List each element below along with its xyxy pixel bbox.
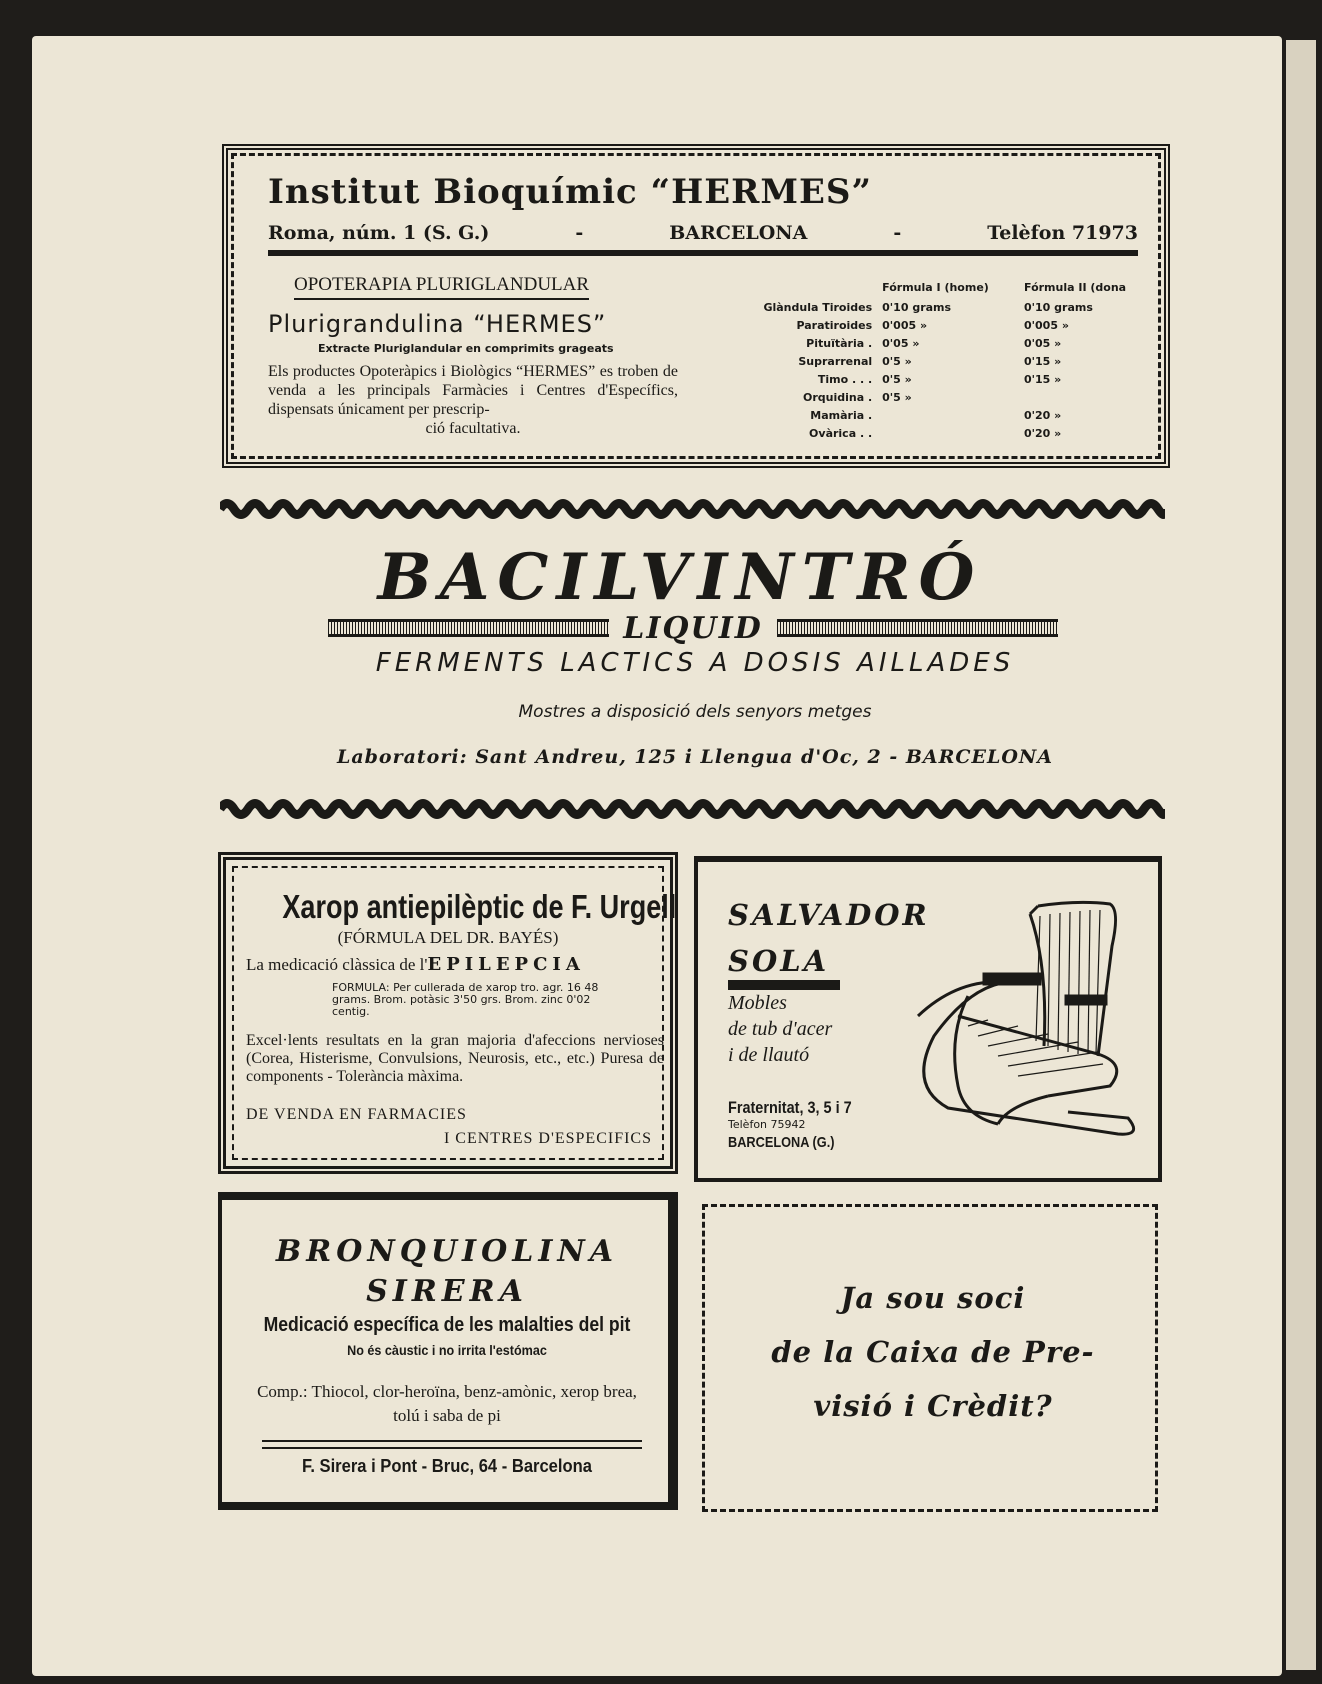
xarop-title: Xarop antiepilèptic de F. Urgell (282, 888, 677, 925)
hermes-city: BARCELONA (669, 222, 808, 244)
sola-address: Fraternitat, 3, 5 i 7 (728, 1098, 852, 1117)
formula-row (728, 388, 1158, 406)
hermes-opoterapia: OPOTERAPIA PLURIGLANDULAR (294, 274, 589, 300)
formula-row-f1: 0'005 » (882, 318, 928, 332)
bronquiolina-title-1: BRONQUIOLINA (275, 1234, 619, 1269)
sola-bar (728, 980, 840, 990)
bronquiolina-no-caustic: No és càustic i no irrita l'estómac (347, 1342, 547, 1358)
hermes-separator: - (575, 222, 584, 244)
caixa-line-1: Ja sou soci (840, 1281, 1026, 1315)
caixa-line-2: de la Caixa de Pre- (771, 1335, 1095, 1369)
bacilvintro-title: BACILVINTRÓ (377, 540, 983, 615)
formula-row-f2: 0'15 » (1024, 372, 1062, 386)
formula-row-name: Suprarrenal (798, 354, 873, 368)
bronquiolina-title (232, 1232, 662, 1312)
formula-row (728, 316, 1158, 334)
hermes-rule (268, 250, 1138, 256)
hermes-description-text: Els productes Opoteràpics i Biològics “HERMES” es troben de venda a les principals Farmàcies i Centres d'Específics, dispensats únicament per prescrip- (268, 363, 678, 418)
hermes-product: Plurigrandulina “HERMES” (268, 310, 607, 338)
formula-row-f2: 0'15 » (1024, 354, 1062, 368)
hermes-phone: Telèfon 71973 (987, 222, 1138, 244)
sola-line-3: i de llautó (728, 1044, 810, 1066)
xarop-centres: I CENTRES D'ESPECIFICS (443, 1130, 652, 1147)
formula-row (728, 298, 1158, 316)
formula-row-f2 (1022, 388, 1158, 406)
caixa-line-3: visió i Crèdit? (813, 1389, 1053, 1423)
caixa-advertisement (702, 1204, 1158, 1512)
bronquiolina-title-2: SIRERA (366, 1274, 528, 1309)
sola-advertisement (694, 856, 1162, 1182)
sola-city: BARCELONA (G.) (728, 1134, 835, 1151)
sola-line-1: Mobles (728, 992, 787, 1014)
hermes-title: Institut Bioquímic “HERMES” (268, 172, 873, 212)
sola-name-first: SALVADOR (728, 898, 930, 932)
bacilvintro-samples: Mostres a disposició dels senyors metges (518, 702, 872, 722)
bronquiolina-composition: Comp.: Thiocol, clor-heroïna, benz-amònic, xerop brea, tolú i saba de pi (257, 1382, 637, 1425)
wave-border-bottom (220, 798, 1165, 820)
formula-row (728, 334, 1158, 352)
formula-row-f2: 0'005 » (1024, 318, 1069, 332)
formula-row-f1: 0'05 » (882, 336, 920, 350)
tubular-chair-illustration (898, 886, 1148, 1156)
bacilvintro-rule-left (328, 619, 609, 637)
xarop-medicacio (246, 954, 585, 975)
formula-row-name: Pituïtària . (806, 336, 873, 350)
formula-row-f1 (880, 406, 1022, 424)
formula-row (728, 352, 1158, 370)
caixa-text (715, 1271, 1151, 1433)
formula-col-2: Fórmula II (dona (1024, 280, 1127, 294)
formula-row (728, 406, 1158, 424)
xarop-description: Excel·lents resultats en la gran majoria d'afeccions nervioses (Corea, Histerisme, Convulsions, Neurosis, etc., etc.) Puresa de components - Tolerància màxima. (246, 1032, 664, 1085)
hermes-description-end: ció facultativa. (425, 420, 521, 437)
bacilvintro-liquid-row (328, 612, 1058, 644)
wave-border-top (220, 498, 1165, 520)
formula-row (728, 370, 1158, 388)
hermes-description (268, 362, 678, 438)
formula-row-name: Mamària . (810, 408, 873, 422)
formula-row (728, 424, 1158, 442)
xarop-advertisement (218, 852, 678, 1174)
xarop-formula: FORMULA: Per cullerada de xarop tro. agr. 16 48 grams. Brom. potàsic 3'50 grs. Brom. zinc 0'02 centig. (332, 981, 599, 1018)
formula-row-f1: 0'5 » (882, 390, 912, 404)
bacilvintro-rule-right (777, 619, 1058, 637)
formula-table (728, 276, 1158, 442)
formula-table-header (728, 276, 1158, 298)
formula-row-f1: 0'5 » (882, 354, 912, 368)
xarop-subtitle: (FÓRMULA DEL DR. BAYÉS) (337, 928, 559, 947)
xarop-venda: DE VENDA EN FARMACIES (246, 1106, 467, 1123)
sola-line-2: de tub d'acer (728, 1018, 833, 1040)
bacilvintro-liquid: LIQUID (623, 610, 763, 646)
formula-row-name: Paratiroides (796, 318, 873, 332)
sola-description (728, 990, 832, 1068)
formula-row-f1 (880, 424, 1022, 442)
page-edge (1286, 40, 1316, 1670)
hermes-address: Roma, núm. 1 (S. G.) (268, 222, 490, 244)
bacilvintro-laboratory: Laboratori: Sant Andreu, 125 i Llengua d'Oc, 2 - BARCELONA (336, 746, 1054, 768)
bronquiolina-advertisement (218, 1192, 678, 1510)
hermes-product-subtitle: Extracte Pluriglandular en comprimits grageats (318, 342, 614, 355)
formula-row-f2: 0'20 » (1024, 426, 1062, 440)
formula-row-f2: 0'05 » (1024, 336, 1062, 350)
bronquiolina-footer: F. Sirera i Pont - Bruc, 64 - Barcelona (302, 1456, 592, 1476)
hermes-separator-2: - (893, 222, 902, 244)
hermes-advertisement (222, 144, 1170, 468)
xarop-medicacio-prefix: La medicació clàssica de l' (246, 955, 428, 974)
formula-table-body (728, 298, 1158, 442)
bronquiolina-rule (262, 1440, 642, 1449)
formula-row-name: Timo . . . (817, 372, 873, 386)
formula-row-f1: 0'5 » (882, 372, 912, 386)
formula-table-corner (728, 276, 880, 298)
sola-phone: Telèfon 75942 (728, 1118, 806, 1131)
formula-row-name: Glàndula Tiroides (763, 300, 873, 314)
bacilvintro-subtitle: FERMENTS LACTICS A DOSIS AILLADES (375, 648, 1015, 678)
formula-row-f1: 0'10 grams (882, 300, 952, 314)
formula-row-name: Orquidina . (802, 390, 873, 404)
xarop-epilepcia: EPILEPCIA (427, 954, 585, 975)
formula-col-1: Fórmula I (home) (882, 280, 989, 294)
sola-name-last: SOLA (728, 944, 830, 978)
bronquiolina-medicacio: Medicació específica de les malalties del pit (263, 1314, 631, 1336)
hermes-address-line (268, 222, 1138, 244)
formula-row-name: Ovàrica . . (809, 426, 873, 440)
formula-row-f2: 0'20 » (1024, 408, 1062, 422)
formula-row-f2: 0'10 grams (1024, 300, 1093, 314)
